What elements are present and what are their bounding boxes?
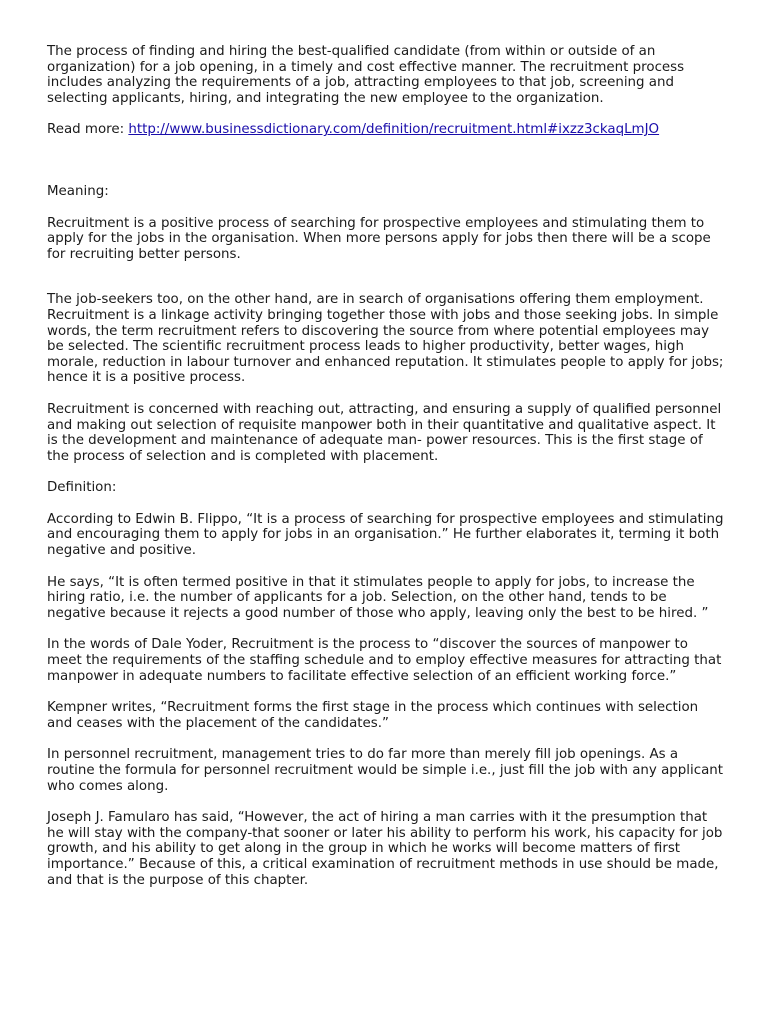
meaning-paragraph-2: The job-seekers too, on the other hand, are in search of organisations offering them employment. Recruitment is a linkage activity bringing together those with jobs and those seeking jobs. In simple words, the term recruitment refers to discovering the source from where potential employees may be selected. The scientific recruitment process leads to higher productivity, better wages, high morale, reduction in labour turnover and enhanced reputation. It stimulates people to apply for jobs; hence it is a positive process. <box>47 292 724 386</box>
definition-heading: Definition: <box>47 480 117 496</box>
meaning-paragraph-1: Recruitment is a positive process of searching for prospective employees and stimulating them to apply for the jobs in the organisation. When more persons apply for jobs then there will be a scope for recruiting better persons. <box>47 215 711 262</box>
read-more-line <box>47 122 727 138</box>
definition-paragraph-5: In personnel recruitment, management tries to do far more than merely fill job openings. As a routine the formula for personnel recruitment would be simple i.e., just fill the job with any applicant who comes along. <box>47 747 724 794</box>
read-more-label: Read more: <box>47 122 129 138</box>
meaning-paragraph-3: Recruitment is concerned with reaching out, attracting, and ensuring a supply of qualified personnel and making out selection of requisite manpower both in their quantitative and qualitative aspect. It is the development and maintenance of adequate man- power resources. This is the first stage of the process of selection and is completed with placement. <box>47 401 722 464</box>
definition-paragraph-3: In the words of Dale Yoder, Recruitment is the process to “discover the sources of manpower to meet the requirements of the staffing schedule and to employ effective measures for attracting that manpower in adequate numbers to facilitate effective selection of an efficient working force.” <box>47 637 722 684</box>
definition-paragraph-2: He says, “It is often termed positive in that it stimulates people to apply for jobs, to increase the hiring ratio, i.e. the number of applicants for a job. Selection, on the other hand, tends to be negative because it rejects a good number of those who apply, leaving only the best to be hired. ” <box>47 574 709 621</box>
document-page <box>47 44 727 888</box>
definition-paragraph-4: Kempner writes, “Recruitment forms the first stage in the process which continues with selection and ceases with the placement of the candidates.” <box>47 700 699 731</box>
definition-paragraph-6: Joseph J. Famularo has said, “However, the act of hiring a man carries with it the presumption that he will stay with the company-that sooner or later his ability to perform his work, his capacity for job growth, and his ability to get along in the group in which he works will become matters of first importance.” Because of this, a critical examination of recruitment methods in use should be made, and that is the purpose of this chapter. <box>47 810 723 888</box>
read-more-link[interactable]: http://www.businessdictionary.com/definition/recruitment.html#ixzz3ckaqLmJO <box>128 122 660 138</box>
definition-paragraph-1: According to Edwin B. Flippo, “It is a process of searching for prospective employees and stimulating and encouraging them to apply for jobs in an organisation.” He further elaborates it, terming it both negative and positive. <box>47 511 724 559</box>
intro-paragraph: The process of finding and hiring the best-qualified candidate (from within or outside of an organization) for a job opening, in a timely and cost effective manner. The recruitment process includes analyzing the requirements of a job, attracting employees to that job, screening and selecting applicants, hiring, and integrating the new employee to the organization. <box>47 44 685 106</box>
meaning-heading: Meaning: <box>47 183 109 199</box>
